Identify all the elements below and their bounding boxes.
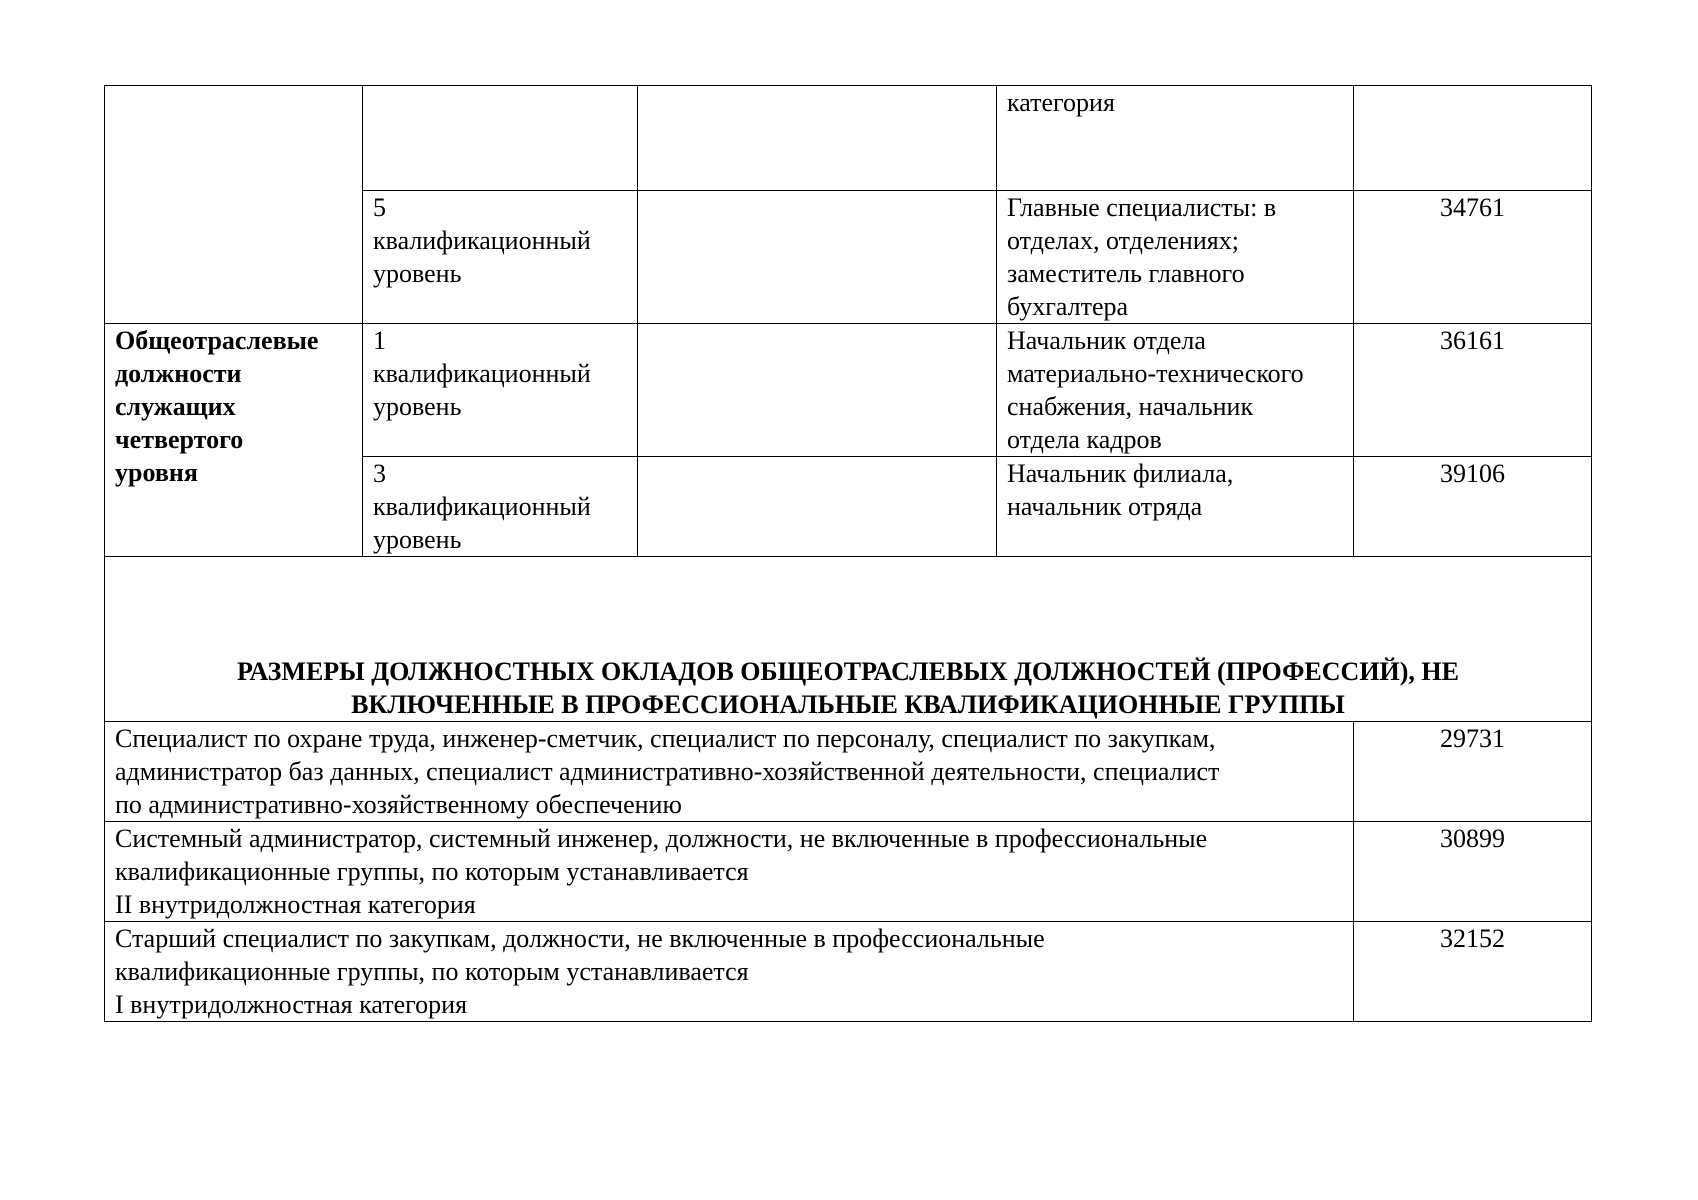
group-cell-empty <box>105 86 363 324</box>
position-cell: Начальник отдела материально-технического снабжения, начальник отдела кадров <box>997 324 1354 457</box>
table-row <box>105 324 1592 457</box>
middle-cell <box>638 86 997 191</box>
table-row <box>105 822 1592 922</box>
section-heading: РАЗМЕРЫ ДОЛЖНОСТНЫХ ОКЛАДОВ ОБЩЕОТРАСЛЕВЫХ ДОЛЖНОСТЕЙ (ПРОФЕССИЙ), НЕ ВКЛЮЧЕННЫЕ В ПРОФЕССИОНАЛЬНЫЕ КВАЛИФИКАЦИОННЫЕ ГРУППЫ <box>105 557 1592 722</box>
salary-cell: 29731 <box>1354 722 1592 822</box>
table-row <box>105 722 1592 822</box>
position-cell: категория <box>997 86 1354 191</box>
section-heading-row <box>105 557 1592 722</box>
table-row <box>105 922 1592 1022</box>
salary-cell <box>1354 86 1592 191</box>
salary-cell: 30899 <box>1354 822 1592 922</box>
position-cell: Начальник филиала, начальник отряда <box>997 457 1354 557</box>
salary-cell: 34761 <box>1354 191 1592 324</box>
position-cell: Системный администратор, системный инженер, должности, не включенные в профессиональные квалификационные группы, по которым устанавливается II внутридолжностная категория <box>105 822 1354 922</box>
group-cell: Общеотраслевые должности служащих четвертого уровня <box>105 324 363 557</box>
level-cell: 5 квалификационный уровень <box>363 191 638 324</box>
middle-cell <box>638 457 997 557</box>
level-cell: 3 квалификационный уровень <box>363 457 638 557</box>
salary-cell: 36161 <box>1354 324 1592 457</box>
level-cell <box>363 86 638 191</box>
position-cell: Старший специалист по закупкам, должности, не включенные в профессиональные квалификационные группы, по которым устанавливается I внутридолжностная категория <box>105 922 1354 1022</box>
level-cell: 1 квалификационный уровень <box>363 324 638 457</box>
position-cell: Главные специалисты: в отделах, отделениях; заместитель главного бухгалтера <box>997 191 1354 324</box>
middle-cell <box>638 191 997 324</box>
salary-table <box>104 85 1592 1022</box>
salary-cell: 32152 <box>1354 922 1592 1022</box>
position-cell: Специалист по охране труда, инженер-сметчик, специалист по персоналу, специалист по закупкам, администратор баз данных, специалист административно-хозяйственной деятельности, специалист по административно-хозяйственному обеспечению <box>105 722 1354 822</box>
middle-cell <box>638 324 997 457</box>
table-row <box>105 86 1592 191</box>
salary-cell: 39106 <box>1354 457 1592 557</box>
